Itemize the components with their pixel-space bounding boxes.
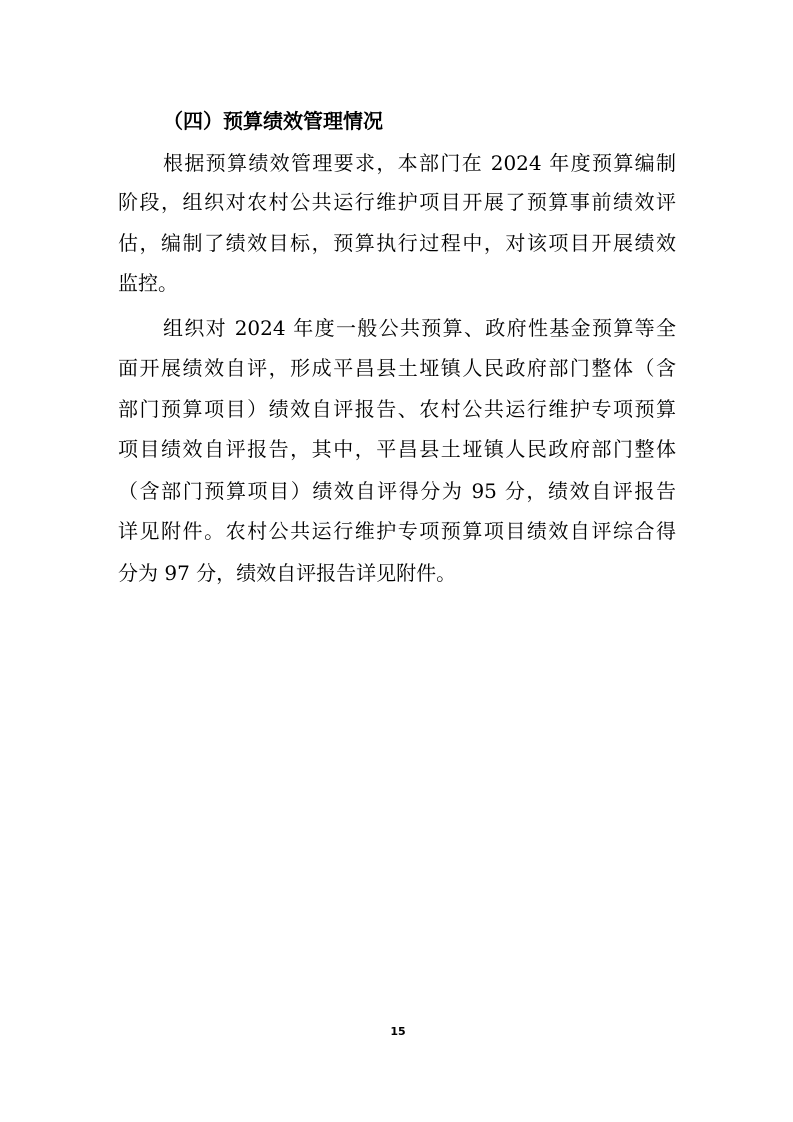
paragraph-line: 分为 97 分，绩效自评报告详见附件。 [118, 561, 457, 585]
paragraph-line: 项目绩效自评报告，其中，平昌县土垭镇人民政府部门整体 [118, 437, 676, 461]
paragraph-line: 根据预算绩效管理要求，本部门在 2024 年度预算编制 [163, 151, 676, 175]
page-number: 15 [390, 1025, 406, 1038]
paragraph-line: 部门预算项目）绩效自评报告、农村公共运行维护专项预算 [118, 397, 676, 421]
paragraph-line: 监控。 [118, 271, 178, 295]
paragraph-line: 详见附件。农村公共运行维护专项预算项目绩效自评综合得 [118, 519, 676, 543]
paragraph-line: 估，编制了绩效目标，预算执行过程中，对该项目开展绩效 [118, 231, 676, 255]
paragraph-line: 阶段，组织对农村公共运行维护项目开展了预算事前绩效评 [118, 190, 676, 214]
paragraph-line: 面开展绩效自评，形成平昌县土垭镇人民政府部门整体（含 [118, 356, 676, 380]
section-heading: （四）预算绩效管理情况 [163, 109, 383, 133]
paragraph-line: （含部门预算项目）绩效自评得分为 95 分，绩效自评报告 [118, 479, 676, 503]
paragraph-line: 组织对 2024 年度一般公共预算、政府性基金预算等全 [163, 316, 676, 340]
